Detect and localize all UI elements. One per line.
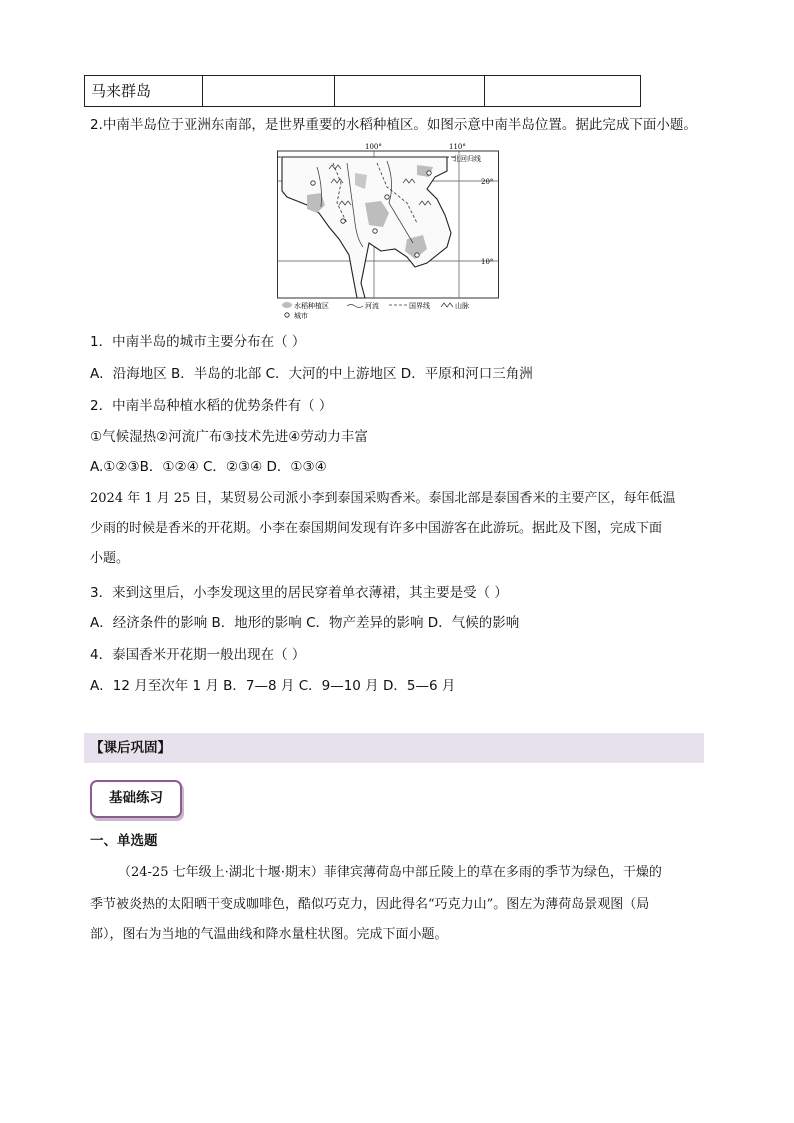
city-marker (373, 229, 377, 233)
lon-label-100: 100° (365, 143, 382, 151)
q2-items: ①气候湿热②河流广布③技术先进④劳动力丰富 (90, 429, 368, 445)
table-cell-blank (203, 76, 335, 106)
lat-label-20: 20° (481, 178, 494, 186)
tropic-label: 北回归线 (453, 155, 481, 163)
passage2-line: 季节被炎热的太阳晒干变成咖啡色，酷似巧克力，因此得名“巧克力山”。图左为薄荷岛景观图（局 (90, 897, 650, 912)
indochina-map (277, 143, 499, 319)
q2-options: A.①②③B．①②④ C．②③④ D．①③④ (90, 459, 327, 475)
q4-options: A．12 月至次年 1 月 B．7—8 月 C．9—10 月 D．5—6 月 (90, 678, 456, 694)
city-marker (311, 181, 315, 185)
passage-line: 小题。 (90, 551, 130, 566)
legend-rice-swatch (282, 302, 292, 308)
passage-line: 少雨的时候是香米的开花期。小李在泰国期间发现有许多中国游客在此游玩。据此及下图，完成下面 (90, 521, 663, 536)
passage2-line: 部），图右为当地的气温曲线和降水量柱状图。完成下面小题。 (90, 927, 448, 942)
q1-stem: 1．中南半岛的城市主要分布在（ ） (90, 334, 306, 350)
answer-table-row (84, 75, 641, 107)
legend-mountain: 山脉 (455, 302, 469, 310)
city-marker (341, 219, 345, 223)
city-marker (427, 171, 431, 175)
basic-practice-badge: 基础练习 (90, 780, 182, 818)
table-cell-blank (485, 76, 640, 106)
q3-options: A．经济条件的影响 B．地形的影响 C．物产差异的影响 D．气候的影响 (90, 615, 520, 631)
table-cell-blank (335, 76, 485, 106)
passage2-line: （24-25 七年级上·湖北十堰·期末）菲律宾薄荷岛中部丘陵上的草在多雨的季节为绿色，干燥的 (118, 865, 662, 880)
city-marker (415, 253, 419, 257)
table-cell-region: 马来群岛 (85, 76, 203, 106)
q1-options: A．沿海地区 B．半岛的北部 C．大河的中上游地区 D．平原和河口三角洲 (90, 366, 533, 382)
legend-river: 河流 (365, 302, 379, 310)
legend-river-swatch (347, 305, 363, 308)
q4-stem: 4．泰国香米开花期一般出现在（ ） (90, 647, 306, 663)
legend-city-swatch (285, 313, 289, 317)
legend-border: 国界线 (409, 302, 430, 310)
q2-stem: 2．中南半岛种植水稻的优势条件有（ ） (90, 398, 333, 414)
lon-label-110: 110° (449, 143, 466, 151)
q3-stem: 3．来到这里后，小李发现这里的居民穿着单衣薄裙，其主要是受（ ） (90, 585, 508, 601)
legend-mountain-swatch (441, 303, 453, 307)
question-intro: 2.中南半岛位于亚洲东南部，是世界重要的水稻种植区。如图示意中南半岛位置。据此完成下面小题。 (90, 117, 697, 133)
section-title-bar: 【课后巩固】 (84, 733, 704, 763)
passage-line: 2024 年 1 月 25 日，某贸易公司派小李到泰国采购香米。泰国北部是泰国香米的主要产区，每年低温 (90, 491, 676, 506)
lat-label-10: 10° (481, 258, 494, 266)
legend-city: 城市 (294, 312, 308, 319)
single-choice-heading: 一、单选题 (90, 833, 158, 849)
legend-rice: 水稻种植区 (294, 302, 329, 310)
city-marker (385, 195, 389, 199)
